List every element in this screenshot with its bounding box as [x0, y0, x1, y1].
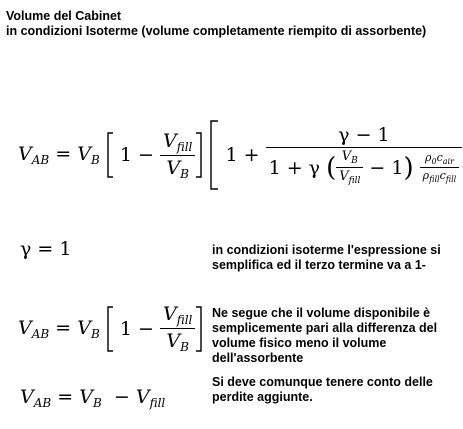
page-subtitle: in condizioni Isoterme (volume completamente riempito di assorbente)	[6, 24, 427, 38]
isothermal-note: in condizioni isoterme l'espressione si semplifica ed il terzo termine va a 1-	[212, 243, 441, 272]
gamma-equation: γ = 1	[20, 238, 72, 260]
page-title: Volume del Cabinet	[6, 9, 122, 23]
right-bracket	[195, 132, 203, 178]
simplified-equation: $V_{AB} = V_B$ 1 − $\frac{V_{fill}}{V_B}$	[18, 303, 203, 354]
consequence-note: Ne segue che il volume disponibile è semplicemente pari alla differenza del volume fisico meno il volume dell'assorbente	[212, 306, 438, 365]
final-equation: $V_{AB} = V_B - V_{fill}$	[20, 386, 166, 410]
main-equation: $V_{AB} = V_B$ 1 − $\frac{V_{fill}}{V_B}$ 1 + γ − 1 1 + γ ( $\frac{V_B}{V_{fill}}$ − 1 ) $\frac{\rho_0c_{air}}{\rho_{fill}c_{fill}}$	[18, 120, 463, 190]
left-bracket	[106, 132, 114, 178]
losses-note: Si deve comunque tenere conto delle perdite aggiunte.	[212, 375, 433, 404]
left-bracket	[106, 306, 114, 352]
page-heading	[6, 9, 456, 39]
right-bracket	[195, 306, 203, 352]
big-left-bracket	[209, 120, 219, 190]
